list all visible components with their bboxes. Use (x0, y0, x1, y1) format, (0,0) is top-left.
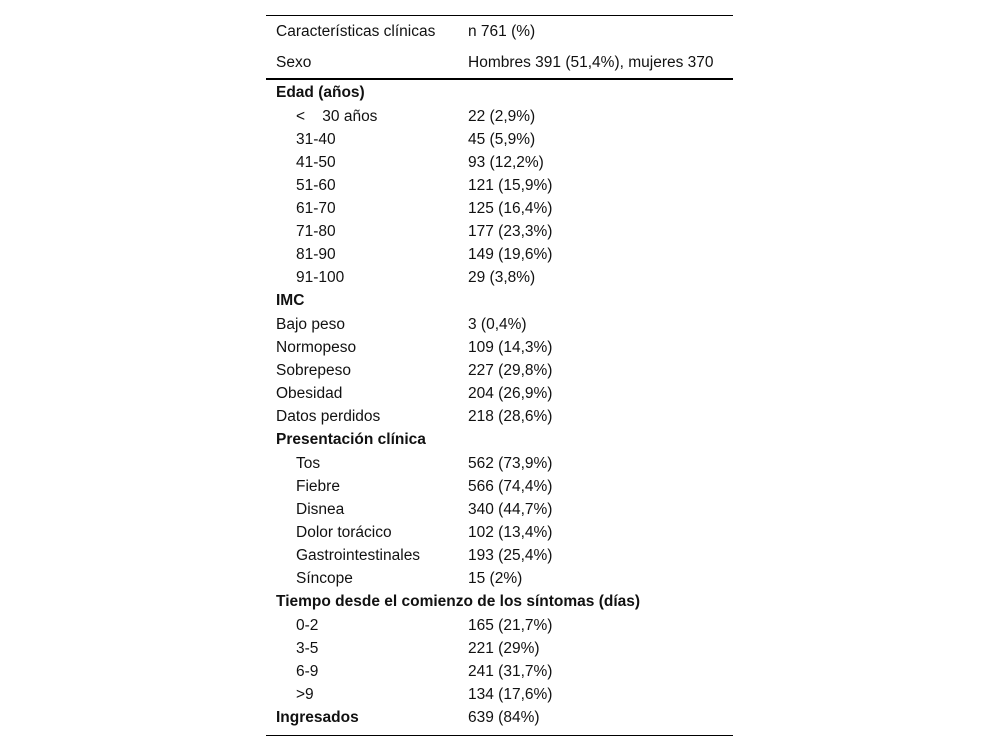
row-label: 6-9 (296, 663, 319, 680)
row-label: Dolor torácico (296, 524, 392, 541)
row-label: 51-60 (296, 177, 336, 194)
row-value: 45 (5,9%) (468, 131, 536, 148)
table-header-row (266, 16, 733, 47)
row-value: 102 (13,4%) (468, 524, 553, 541)
row-label: 3-5 (296, 640, 319, 657)
row-value: 340 (44,7%) (468, 501, 553, 518)
table-row (266, 614, 733, 637)
section-title: IMC (276, 292, 305, 309)
sex-label: Sexo (276, 54, 312, 71)
header-count: n 761 (%) (468, 23, 536, 40)
row-value: 193 (25,4%) (468, 547, 553, 564)
age-rows (266, 105, 733, 289)
row-label: Bajo peso (276, 316, 345, 333)
row-value: 221 (29%) (468, 640, 540, 657)
table-row (266, 382, 733, 405)
row-value: 121 (15,9%) (468, 177, 553, 194)
table-row (266, 405, 733, 428)
table-row (266, 313, 733, 336)
row-label: Sobrepeso (276, 362, 351, 379)
table-row (266, 174, 733, 197)
bottom-rule (266, 735, 733, 736)
row-value: 29 (3,8%) (468, 269, 536, 286)
section-onset (266, 590, 733, 614)
row-label: Datos perdidos (276, 408, 381, 425)
row-label: 31-40 (296, 131, 336, 148)
sex-value: Hombres 391 (51,4%), mujeres 370 (468, 54, 714, 71)
row-value: 22 (2,9%) (468, 108, 536, 125)
row-value: 177 (23,3%) (468, 223, 553, 240)
row-value: 134 (17,6%) (468, 686, 553, 703)
section-title: Presentación clínica (276, 431, 426, 448)
presentation-rows (266, 452, 733, 590)
row-label: 0-2 (296, 617, 319, 634)
table-row (266, 475, 733, 498)
table-row (266, 544, 733, 567)
row-label: Normopeso (276, 339, 357, 356)
row-value: 125 (16,4%) (468, 200, 553, 217)
table-row (266, 243, 733, 266)
table-row (266, 452, 733, 475)
table-row (266, 336, 733, 359)
section-bmi (266, 289, 733, 313)
table-row (266, 359, 733, 382)
row-value: 566 (74,4%) (468, 478, 553, 495)
table-row (266, 567, 733, 590)
admitted-label: Ingresados (276, 709, 359, 726)
row-label: 41-50 (296, 154, 336, 171)
bmi-rows (266, 313, 733, 428)
admitted-value: 639 (84%) (468, 709, 540, 726)
table-row (266, 521, 733, 544)
table-row (266, 683, 733, 706)
row-value: 165 (21,7%) (468, 617, 553, 634)
header-characteristics: Características clínicas (276, 23, 436, 40)
row-label: 81-90 (296, 246, 336, 263)
row-label: < 30 años (296, 108, 378, 125)
row-label: Síncope (296, 570, 353, 587)
row-label: >9 (296, 686, 314, 703)
row-value: 93 (12,2%) (468, 154, 544, 171)
clinical-characteristics-table (266, 15, 733, 736)
row-label: Disnea (296, 501, 345, 518)
table-row (266, 197, 733, 220)
table-row (266, 660, 733, 683)
table-row (266, 128, 733, 151)
row-label: 61-70 (296, 200, 336, 217)
row-label: 91-100 (296, 269, 345, 286)
row-label: Obesidad (276, 385, 343, 402)
row-value: 3 (0,4%) (468, 316, 527, 333)
row-label: Fiebre (296, 478, 340, 495)
row-value: 241 (31,7%) (468, 663, 553, 680)
row-value: 562 (73,9%) (468, 455, 553, 472)
section-title: Edad (años) (276, 84, 365, 101)
row-label: Gastrointestinales (296, 547, 421, 564)
table-row (266, 151, 733, 174)
table-row (266, 266, 733, 289)
row-value: 218 (28,6%) (468, 408, 553, 425)
row-value: 227 (29,8%) (468, 362, 553, 379)
section-age (266, 81, 733, 105)
row-value: 109 (14,3%) (468, 339, 553, 356)
section-title: Tiempo desde el comienzo de los síntomas (días) (276, 593, 641, 610)
sex-row (266, 47, 733, 78)
section-presentation (266, 428, 733, 452)
row-label: 71-80 (296, 223, 336, 240)
row-label: Tos (296, 455, 321, 472)
table-row (266, 105, 733, 128)
admitted-row (266, 706, 733, 730)
row-value: 149 (19,6%) (468, 246, 553, 263)
table-row (266, 637, 733, 660)
onset-rows (266, 614, 733, 706)
table-row (266, 498, 733, 521)
row-value: 15 (2%) (468, 570, 523, 587)
table-row (266, 220, 733, 243)
row-value: 204 (26,9%) (468, 385, 553, 402)
